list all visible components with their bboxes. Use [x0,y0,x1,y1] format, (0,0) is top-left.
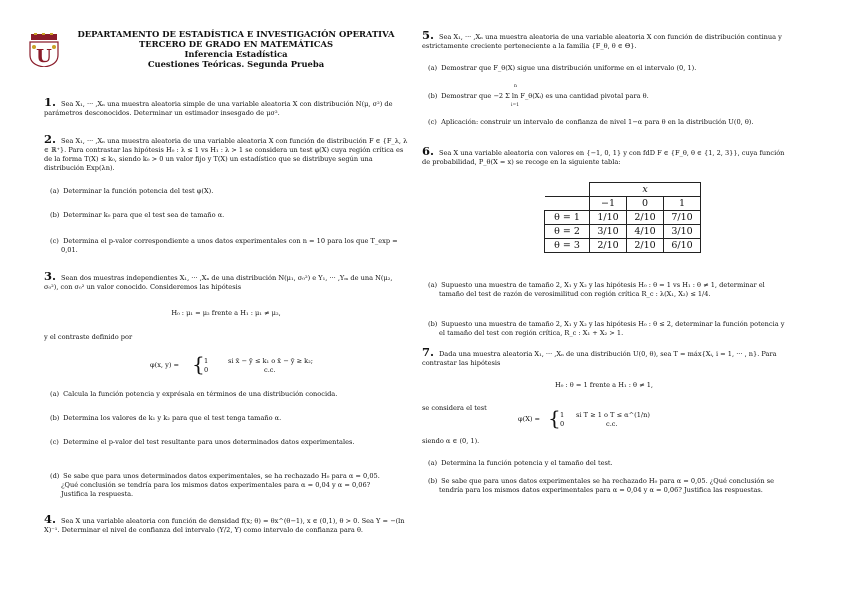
left-brace: { [548,406,561,430]
table-row: θ = 2 3/10 4/10 3/10 [545,225,701,239]
q3-item-a: (a) Calcula la función potencia y exprésala en términos de una distribución conocida. [50,390,338,398]
question-5 [422,28,786,51]
q7-hypotheses: H₀ : θ = 1 frente a H₁ : θ ≠ 1, [555,381,653,389]
question-number: 6. [422,144,435,158]
question-number: 1. [44,95,57,109]
question-4 [44,512,410,535]
question-number: 4. [44,512,57,526]
table-col-header: −1 [590,197,627,211]
probability-table [544,182,701,253]
course-title: TERCERO DE GRADO EN MATEMÁTICAS [139,39,333,49]
table-row: θ = 3 2/10 2/10 6/10 [545,239,701,253]
table-row: θ = 1 1/10 2/10 7/10 [545,211,701,225]
q3-intro-test: y el contraste definido por [44,333,133,341]
table-col-header: 1 [664,197,701,211]
q7-item-b: (b) Se sabe que para unos datos experimentales se ha rechazado H₀ para α = 0,05. ¿Qué conclusión se tendría para los mismos datos experimentales para α = 0,04 y α = 0,06? Justifica las respuestas. [428,477,774,494]
q7-item-a: (a) Determina la función potencia y el tamaño del test. [428,459,613,467]
q3-item-b: (b) Determina los valores de k₁ y k₂ para que el test tenga tamaño α. [50,414,282,422]
q5-item-c: (c) Aplicación: construir un intervalo de confianza de nivel 1−α para θ en la distribución U(0, θ). [428,118,754,126]
question-number: 3. [44,269,57,283]
question-7 [422,345,786,368]
q7-after-text: siendo α ∈ (0, 1). [422,437,480,445]
q3-hypotheses: H₀ : μ₁ = μ₂ frente a H₁ : μ₁ ≠ μ₂, [171,309,281,317]
q3-item-d: (d) Se sabe que para unos determinados datos experimentales, se ha rechazado H₀ para α = 0,05. ¿Qué conclusión se tendría para los mismos datos experimentales para α = 0,04 y α = 0,06? Justifica la respuesta. [50,472,380,498]
department-title: DEPARTAMENTO DE ESTADÍSTICA E INVESTIGACIÓN OPERATIVA [77,29,395,39]
question-text: Sea X una variable aleatoria con función de densidad f(x; θ) = θx^(θ−1), x ∈ (0,1), θ > 0. Sea Y = −(ln X)⁻¹. Determinar el nivel de confianza del intervalo (Y/2, Y) como intervalo de confianza para θ. [44,517,405,534]
question-3 [44,269,408,292]
question-text: Dada una muestra aleatoria X₁, ··· ,Xₙ de una distribución U(0, θ), sea T = máx{Xᵢ, i = 1, ··· , n}. Para contrastar las hipótesis [422,350,777,367]
question-text: Sea X₁, ··· ,Xₙ una muestra aleatoria simple de una variable aleatoria X con distribución N(μ, σ²) de parámetros desconocidos. Determinar un estimador insesgado de μσ². [44,100,393,117]
q6-item-a: (a) Supuesto una muestra de tamaño 2, X₁ y X₂ y las hipótesis H₀ : θ = 1 vs H₁ : θ ≠ 1, determinar el tamaño del test de razón de verosimilitud con región crítica R_c : λ(X₁, X₂) ≤ 1/4. [428,281,765,298]
university-logo [27,33,61,67]
question-number: 5. [422,28,435,42]
probability-table-wrap [544,182,701,253]
question-1 [44,95,408,118]
question-text: Sea X₁, ··· ,Xₙ una muestra aleatoria de una variable aleatoria X con función de distribución F ∈ {F_λ, λ ∈ ℝ⁺}. Para contrastar las hipótesis H₀ : λ ≤ 1 vs H₁ : λ > 1 se considera un test φ(X) cuya región crítica es de la forma T(X) ≤ k₀, siendo k₀ > 0 un valor fijo y T(X) un estadístico que se distribuye según una distribución Exp(λn). [44,137,408,172]
table-var-header: x [590,183,701,197]
table-col-header: 0 [627,197,664,211]
exam-title: Cuestiones Teóricas. Segunda Prueba [147,59,325,69]
q2-item-a: (a) Determinar la función potencia del test φ(X). [50,187,214,195]
document-header [66,29,406,69]
logo-letter: U [36,46,52,67]
question-text: Sea X₁, ··· ,Xₙ una muestra aleatoria de una variable aleatoria X con función de distribución continua y estrictamente creciente perteneciente a la familia {F_θ, θ ∈ Θ}. [422,33,782,50]
q5-item-b: (b) Demostrar que −2 Σ ln F_θ(Xᵢ) es una cantidad pivotal para θ. [428,92,649,100]
q3-item-c: (c) Determine el p-valor del test resultante para unos determinados datos experimentales. [50,438,355,446]
q7-test-definition: φ(X) = { 1 si T ≥ 1 o T ≤ α^(1/n) 0 c.c. [518,406,650,430]
q6-item-b: (b) Supuesto una muestra de tamaño 2, X₁ y X₂ y las hipótesis H₀ : θ ≤ 2, determinar la función potencia y el tamaño del test con región crítica, R_c : X₁ + X₂ > 1. [428,320,785,337]
q3-test-definition: φ(x, y) = { 1 si x̄ − ȳ ≤ k₁ o x̄ − ȳ ≥ k₂; 0 c.c. [150,352,314,376]
question-number: 2. [44,132,57,146]
q5-item-a: (a) Demostrar que F_θ(X) sigue una distribución uniforme en el intervalo (0, 1). [428,64,697,72]
question-text: Sean dos muestras independientes X₁, ··· ,Xₙ de una distribución N(μ₁, σ₀²) e Y₁, ··· ,Yₘ de una N(μ₂, σ₀²), con σ₀² un valor conocido. Consideremos las hipótesis [44,274,393,291]
q2-item-c: (c) Determina el p-valor correspondiente a unos datos experimentales con n = 10 para los que T_exp = 0,01. [50,237,398,254]
subject-title: Inferencia Estadística [184,49,288,59]
left-brace: { [192,352,205,376]
question-2 [44,132,408,173]
q2-item-b: (b) Determinar k₀ para que el test sea de tamaño α. [50,211,225,219]
question-number: 7. [422,345,435,359]
summation-limits: n i=1 [511,84,520,108]
test-function: φ(X) = [518,415,541,423]
test-function: φ(x, y) = [150,361,180,369]
question-6 [422,144,786,167]
question-text: Sea X una variable aleatoria con valores en {−1, 0, 1} y con fdD F ∈ {F_θ, θ ∈ {1, 2, 3}}, cuya función de probabilidad, P_θ(X = x) se recoge en la siguiente tabla: [422,149,785,166]
q7-intro-test: se considera el test [422,404,487,412]
